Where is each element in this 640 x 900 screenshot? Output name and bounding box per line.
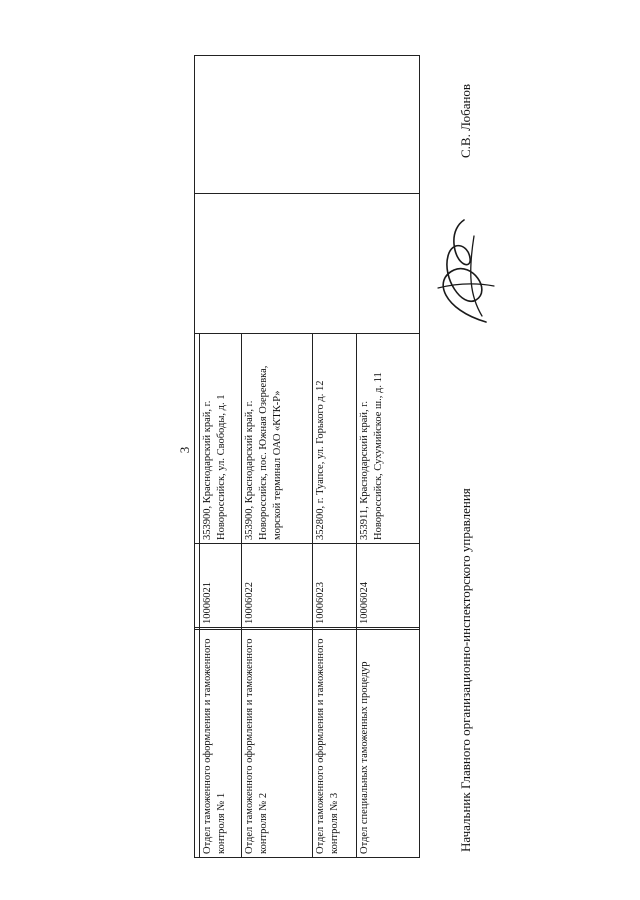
department-address: 353900, Краснодарский край, г. Новороссийск, пос. Южная Озереевка, морской терминал ОАО «КТК-Р» — [242, 334, 313, 544]
page-number: 3 — [177, 446, 192, 454]
empty-cell — [195, 56, 420, 194]
department-name: Отдел таможенного оформления и таможенного контроля № 1 — [200, 630, 242, 858]
department-name: Отдел специальных таможенных процедур — [357, 630, 420, 858]
department-code: 10006024 — [357, 544, 420, 628]
department-code: 10006021 — [200, 544, 242, 628]
department-name: Отдел таможенного оформления и таможенного контроля № 3 — [313, 630, 357, 858]
department-address: 352800, г. Туапсе, ул. Горького д. 12 — [313, 334, 357, 544]
empty-cell — [195, 194, 420, 334]
handwritten-signature — [424, 210, 504, 340]
department-name: Отдел таможенного оформления и таможенного контроля № 2 — [242, 630, 313, 858]
department-code: 10006022 — [242, 544, 313, 628]
department-address: 353911, Краснодарский край, г. Новороссийск, Сухумийское ш., д. 11 — [357, 334, 420, 544]
signatory-name: С.В. Лобанов — [458, 83, 473, 158]
customs-posts-table — [194, 55, 420, 858]
department-code: 10006023 — [313, 544, 357, 628]
department-address: 353900, Краснодарский край, г. Новороссийск, ул. Свободы, д. 1 — [200, 334, 242, 544]
signatory-position: Начальник Главного организационно-инспекторского управления — [458, 488, 473, 852]
